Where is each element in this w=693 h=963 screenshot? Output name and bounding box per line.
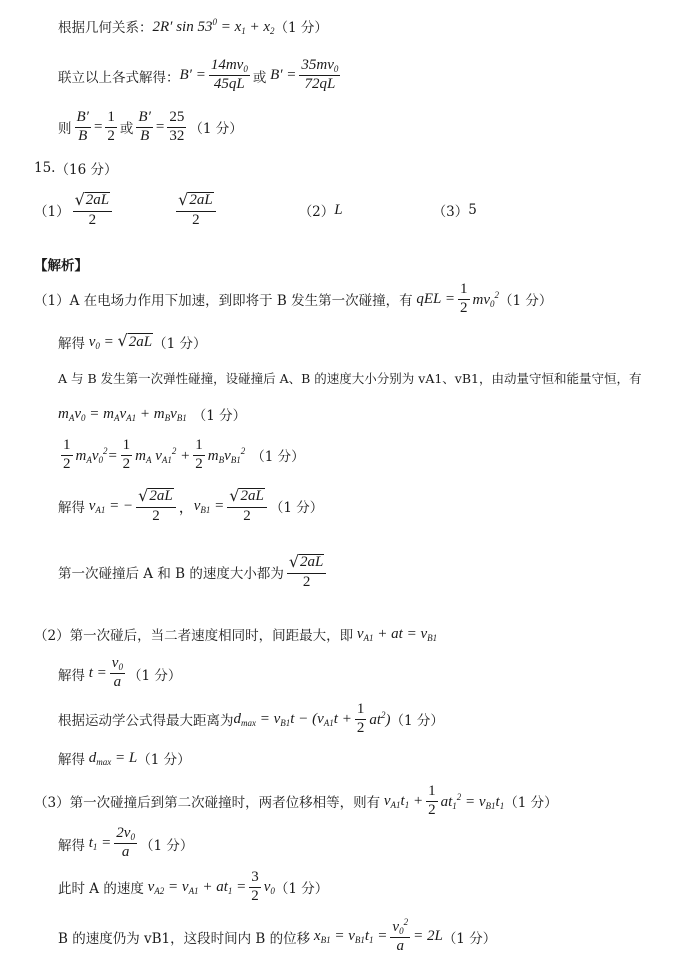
part-label: （1）	[34, 293, 70, 310]
fraction: $\frac{1}{2}$	[460, 281, 468, 316]
b-displacement-line: B 的速度仍为 vB1，这段时间内 B 的位移 $x_{B1} = v_{B1}t_1$ = $\frac{v_0^2}{a}$ = 2L （1 分）	[58, 917, 497, 955]
solve-dmax-line: 解得 $d_{max} = L$ （1 分）	[58, 749, 191, 768]
score-label: （1 分）	[442, 930, 497, 947]
line-prefix: 联立以上各式解得：	[58, 69, 180, 86]
formula: $mv_0^2$	[472, 289, 499, 309]
score-label: （1 分）	[139, 837, 194, 854]
energy-equation: $\frac{1}{2}$ $m_Av_0^2=$ $\frac{1}{2}$ $m_A$ $v_{A1}^2$ + $\frac{1}{2}$ $m_Bv_{B1}^2$ （1 分）	[63, 437, 305, 472]
line-prefix: 解得	[58, 336, 85, 352]
line-prefix: 解得	[58, 752, 85, 768]
fraction: √ 2aL 2	[73, 192, 113, 229]
score-label: （1 分）	[504, 795, 558, 812]
analysis-part-3-line: （3）第一次碰撞后到第二次碰撞时，两者位移相等，则有 $v_{A1}t_1$ + $\frac{1}{2}$ $at_1^2 = v_{B1}t_1$ （1 分）	[34, 783, 558, 818]
answer-1-label: （1）	[34, 204, 70, 221]
score-label: （16 分）	[55, 162, 118, 178]
fraction: $\frac{1}{2}$	[428, 783, 436, 818]
fraction: $\frac{25}{32}$	[169, 109, 185, 144]
question-15-header	[34, 158, 117, 178]
line-prefix: 解得	[58, 667, 85, 684]
score-label: （1 分）	[137, 752, 191, 768]
collision-text-line: A 与 B 发生第一次弹性碰撞，设碰撞后 A、B 的速度大小分别为 vA1、vB1，由动量守恒和能量守恒，有	[58, 371, 642, 386]
fraction: $\frac{1}{2}$	[63, 437, 71, 472]
formula: B′ =	[266, 67, 297, 84]
fraction: $\frac{14mv_0}{45qL}$	[210, 57, 248, 93]
line-prefix: 解得	[58, 837, 85, 854]
score-label: （1 分）	[153, 336, 207, 352]
line-prefix: 则	[58, 121, 72, 138]
max-distance-line: 根据运动学公式得最大距离为 $d_{max} = v_{B1}t - (v_{A1}t$ + $\frac{1}{2}$ $at^2$) （1 分）	[58, 701, 444, 736]
ratio-line: 则 $\frac{B'}{B}$ = $\frac{1}{2}$ 或 $\frac{B'}{B}$ = $\frac{25}{32}$ （1 分）	[58, 109, 243, 144]
solve-v0-line	[58, 332, 206, 352]
a-velocity-line: 此时 A 的速度 $v_{A2} = v_{A1} + at_1$ = $\frac{3}{2}$ $v_0$ （1 分）	[58, 869, 329, 904]
score-label: （1 分）	[274, 881, 329, 898]
paragraph-text: B 的速度仍为 vB1，这段时间内 B 的位移	[58, 930, 311, 947]
formula: 2R′ $\sin 53^0 = x_1 + x_2$	[152, 16, 275, 36]
paragraph-text: 此时 A 的速度	[58, 881, 144, 898]
answer-2-label: （2）	[298, 204, 335, 221]
fraction: √ 2aL 2	[227, 488, 267, 525]
solve-t-line: 解得 t = $\frac{v_0}{a}$ （1 分）	[58, 655, 182, 691]
fraction: $\frac{3}{2}$	[251, 869, 259, 904]
fraction: $\frac{v_0^2}{a}$	[392, 917, 409, 955]
answer-3-value: 5	[468, 202, 477, 219]
solve-t1-line: 解得 $t_1$ = $\frac{2v_0}{a}$ （1 分）	[58, 825, 194, 861]
fraction: $\frac{1}{2}$	[107, 109, 115, 144]
paragraph-text: （2）第一次碰后，当二者速度相同时，间距最大，即	[34, 628, 354, 644]
question-number: 15.	[34, 160, 56, 176]
answer-2-value: L	[334, 201, 343, 218]
or-text: 或	[119, 121, 134, 138]
score-label: （1 分）	[499, 293, 553, 310]
fraction: $\frac{2v_0}{a}$	[116, 825, 135, 861]
score-label: （1 分）	[192, 408, 247, 424]
answers-row	[34, 192, 477, 229]
score-label: （1 分）	[127, 667, 182, 684]
fraction: $\frac{1}{2}$	[356, 701, 365, 736]
solve-velocities-line: 解得 $v_{A1}$ = − √ 2aL 2 ， $v_{B1}$ = √ 2aL 2 （1 分）	[58, 486, 324, 524]
fraction: √ 2aL 2	[287, 554, 327, 591]
formula: $m_Av_0 = m_Av_{A1} + m_Bv_{B1}$	[58, 405, 187, 423]
fraction: √ 2aL 2	[176, 192, 216, 229]
formula: B′ =	[179, 67, 206, 84]
answer-3-label: （3）	[432, 204, 469, 221]
fraction: $\frac{1}{2}$	[122, 437, 131, 472]
fraction: $\frac{35mv_0}{72qL}$	[301, 57, 339, 93]
fraction: $\frac{v_0}{a}$	[111, 655, 123, 691]
or-text: 或	[252, 69, 267, 86]
analysis-part-1-line	[34, 282, 552, 317]
paragraph-text: 第一次碰撞后 A 和 B 的速度大小都为	[58, 566, 284, 583]
paragraph-text: A 在电场力作用下加速，到即将于 B 发生第一次碰撞，有	[69, 293, 413, 310]
line-prefix: 根据几何关系：	[58, 20, 153, 36]
speed-conclusion-line	[58, 554, 329, 591]
analysis-part-2-line: （2）第一次碰后，当二者速度相同时，间距最大，即 $v_{A1}$ + at = $v_{B1}$	[34, 625, 438, 644]
analysis-title: 【解析】	[34, 258, 88, 274]
fraction: $\frac{1}{2}$	[195, 437, 203, 472]
fraction: $\frac{B'}{B}$	[76, 109, 89, 144]
geometry-relation-line	[58, 16, 328, 36]
line-prefix: 解得	[58, 500, 85, 517]
solve-line	[58, 58, 343, 93]
fraction: $\frac{B'}{B}$	[138, 109, 151, 144]
paragraph-text: 根据运动学公式得最大距离为	[58, 713, 234, 730]
score-label: （1 分）	[269, 500, 324, 517]
score-label: （1 分）	[251, 449, 305, 466]
score-label: （1 分）	[274, 20, 328, 36]
formula: $v_0$ = √ 2aL	[85, 331, 153, 351]
momentum-equation	[58, 404, 246, 424]
formula: qEL =	[412, 290, 455, 307]
score-label: （1 分）	[189, 121, 243, 138]
fraction: √ 2aL 2	[136, 488, 176, 525]
paragraph-text: （3）第一次碰撞后到第二次碰撞时，两者位移相等，则有	[34, 795, 381, 812]
score-label: （1 分）	[390, 713, 444, 730]
